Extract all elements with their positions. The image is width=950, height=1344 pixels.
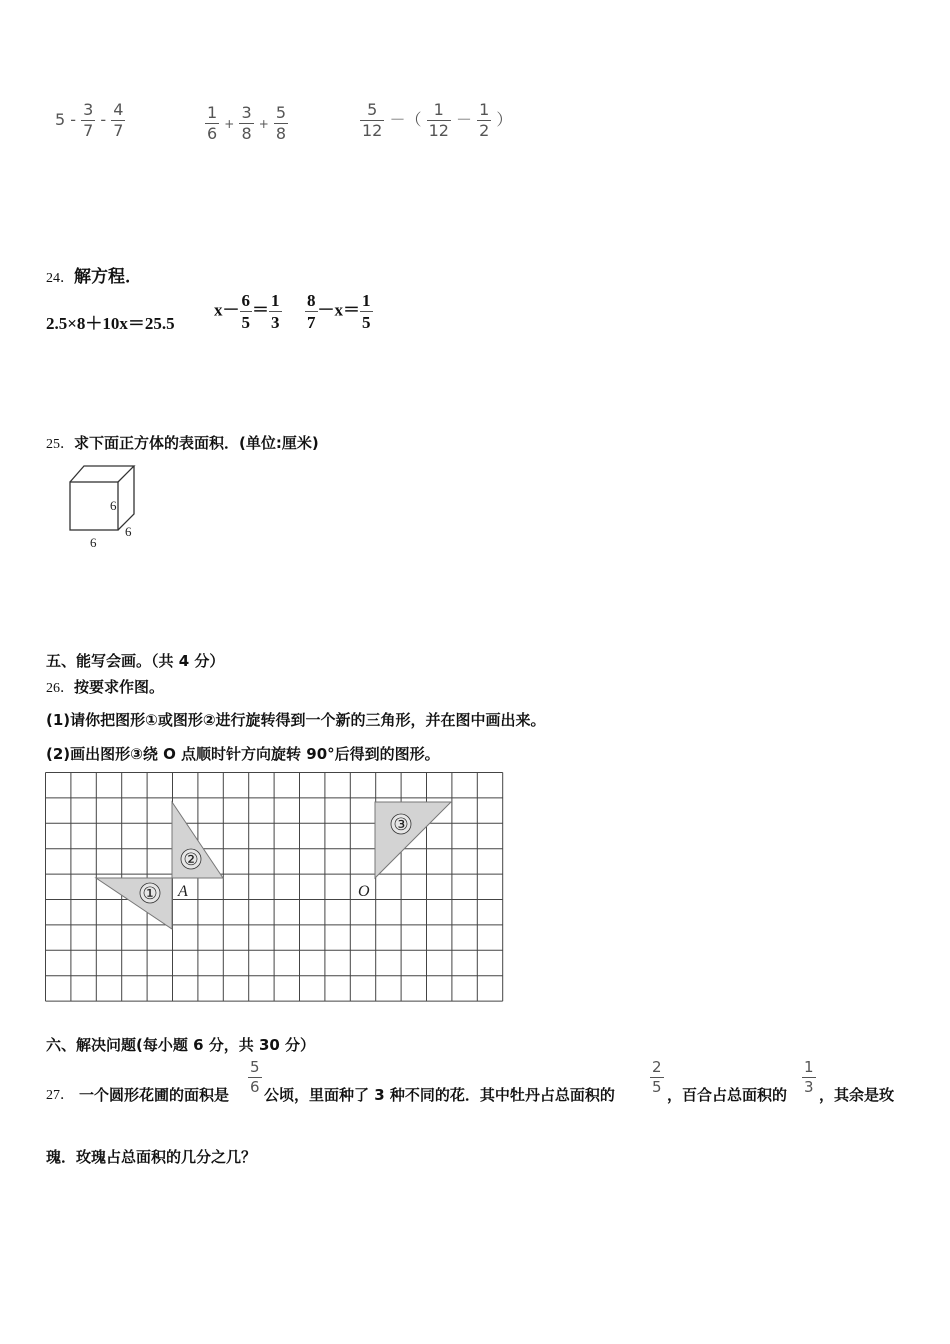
fraction (205, 105, 219, 142)
point-a-label: A (178, 883, 188, 900)
fraction (240, 292, 253, 331)
numerator: 6 (241, 291, 250, 310)
question-26-heading (46, 676, 164, 697)
numerator: 1 (433, 100, 444, 119)
denominator: 8 (241, 124, 252, 143)
equation-text: x－ (214, 300, 240, 320)
fraction (427, 102, 451, 139)
numerator: 5 (275, 103, 287, 122)
equation-1: 2.5×8＋10x＝25.5 (46, 314, 175, 333)
fraction (248, 1060, 262, 1095)
numerator: 1 (362, 291, 371, 310)
denominator: 12 (428, 121, 449, 140)
section-6-title: 六、解决问题(每小题 6 分，共 30 分） (46, 1036, 316, 1054)
question-text: 公顷，里面种了 3 种不同的花．其中牡丹占总面积的 (264, 1086, 615, 1104)
fraction (305, 292, 318, 331)
fraction (802, 1060, 816, 1095)
cube-label-bottom: 6 (90, 535, 97, 550)
cube-figure (60, 460, 150, 552)
grid-figure (45, 772, 509, 1010)
calc-expression-1 (55, 102, 125, 139)
question-text: 一个圆形花圃的面积是 (79, 1086, 230, 1104)
numerator: 4 (113, 100, 124, 119)
cube-label-depth: 6 (125, 524, 132, 539)
numerator: 3 (241, 103, 252, 122)
denominator: 5 (362, 313, 371, 332)
operator: －（ (389, 110, 422, 129)
cube-top-face (70, 466, 134, 482)
denominator: 8 (275, 124, 287, 143)
denominator: 7 (307, 313, 316, 332)
cube-label-right: 6 (110, 498, 117, 513)
question-number: 26． (46, 681, 74, 696)
cube-side-face (118, 466, 134, 530)
denominator: 6 (250, 1078, 260, 1096)
triangle-1 (96, 878, 172, 929)
denominator: 6 (207, 124, 218, 143)
question-27-line-2: 瑰．玫瑰占总面积的几分之几？ (46, 1148, 257, 1166)
numerator: 1 (207, 103, 218, 122)
fraction (269, 292, 282, 331)
fraction (274, 105, 288, 142)
equation-2 (214, 292, 282, 331)
fraction (81, 102, 95, 139)
operator: + (224, 117, 235, 131)
equation-text: ＝ (252, 300, 269, 320)
question-24-heading (46, 262, 142, 287)
operator: ） (496, 110, 513, 129)
shape-3-label: ③ (393, 815, 409, 834)
question-number: 25． (46, 437, 74, 452)
denominator: 3 (271, 313, 280, 332)
fraction (477, 102, 491, 139)
calc-expression-2 (205, 105, 288, 142)
numerator: 1 (271, 291, 280, 310)
question-number: 24． (46, 271, 74, 286)
question-number: 27． (46, 1088, 74, 1103)
shape-1-label: ① (142, 884, 158, 903)
numerator: 5 (250, 1058, 260, 1076)
fraction (650, 1060, 664, 1095)
denominator: 3 (804, 1078, 814, 1096)
question-27-line-1 (46, 1058, 916, 1104)
denominator: 5 (652, 1078, 662, 1096)
question-26-part-2: (2)画出图形③绕 O 点顺时针方向旋转 90°后得到的图形。 (46, 745, 440, 763)
fraction (360, 292, 373, 331)
denominator: 2 (479, 121, 490, 140)
denominator: 5 (241, 313, 250, 332)
question-text: 按要求作图。 (74, 678, 165, 696)
fraction (360, 102, 384, 139)
shape-2-label: ② (183, 850, 199, 869)
numerator: 1 (479, 100, 490, 119)
numerator: 8 (307, 291, 316, 310)
question-26-part-1: (1)请你把图形①或图形②进行旋转得到一个新的三角形，并在图中画出来。 (46, 711, 546, 729)
question-title: 解方程． (74, 267, 142, 287)
numerator: 3 (83, 100, 94, 119)
fraction (111, 102, 125, 139)
question-text: ，其余是玫 (819, 1086, 895, 1104)
numerator: 1 (804, 1058, 814, 1076)
question-25-heading (46, 432, 319, 453)
question-text: ，百合占总面积的 (667, 1086, 788, 1104)
equation-3 (305, 292, 373, 331)
operator: + (258, 117, 269, 131)
section-5-title: 五、能写会画。（共 4 分） (46, 652, 225, 670)
operator: － (456, 110, 473, 129)
calc-expression-3 (360, 102, 512, 139)
numerator: 2 (652, 1058, 662, 1076)
equation-text: －x＝ (317, 300, 360, 320)
calc-lead: 5 - (55, 110, 77, 129)
denominator: 12 (362, 121, 383, 140)
question-text: 求下面正方体的表面积．(单位:厘米) (74, 434, 319, 452)
point-o-label: O (358, 883, 370, 900)
fraction (239, 105, 253, 142)
numerator: 5 (367, 100, 378, 119)
denominator: 7 (113, 121, 124, 140)
operator: - (100, 110, 107, 129)
denominator: 7 (83, 121, 94, 140)
triangle-3 (375, 802, 451, 878)
